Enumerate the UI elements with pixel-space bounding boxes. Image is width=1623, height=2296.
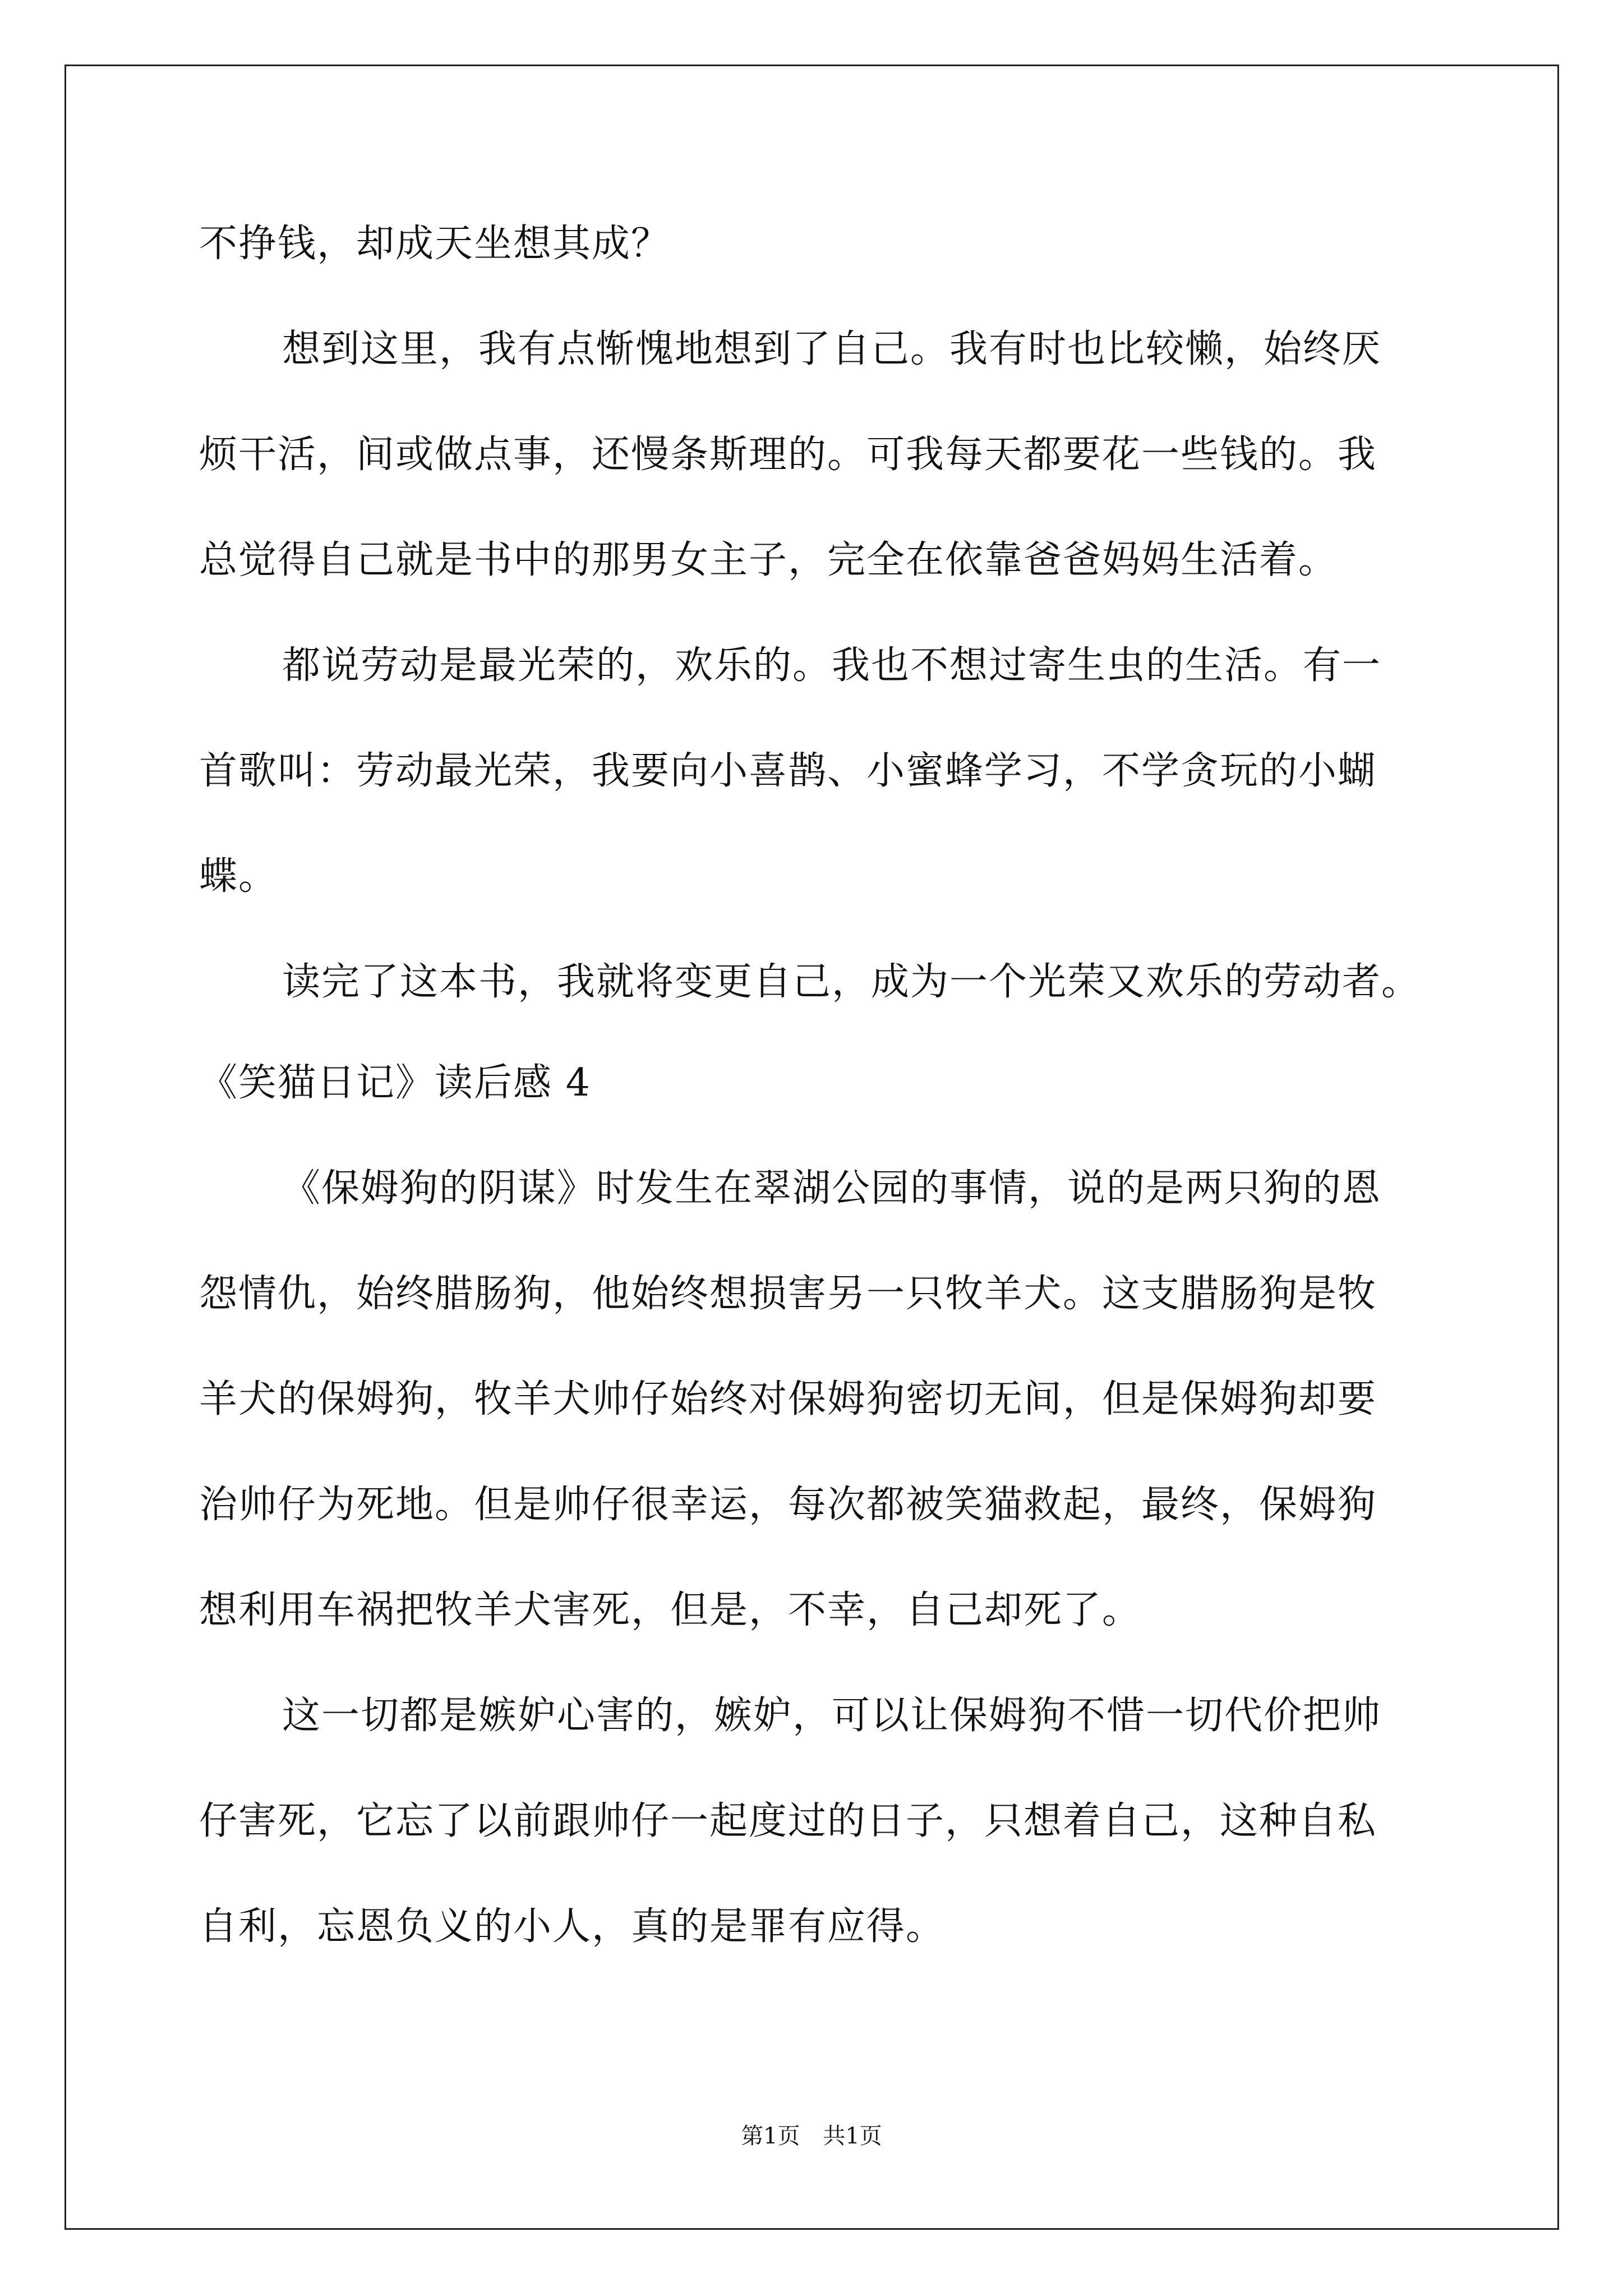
paragraph-line: 想到这里，我有点惭愧地想到了自己。我有时也比较懒，始终厌 [282, 327, 1382, 371]
paragraph-line: 治帅仔为死地。但是帅仔很幸运，每次都被笑猫救起，最终，保姆狗 [199, 1483, 1377, 1527]
page-number: 第1页 [741, 2123, 800, 2149]
paragraph-line: 想利用车祸把牧羊犬害死，但是，不幸，自己却死了。 [199, 1588, 1142, 1632]
paragraph-line: 羊犬的保姆狗，牧羊犬帅仔始终对保姆狗密切无间，但是保姆狗却要 [199, 1377, 1377, 1421]
document-body [199, 216, 1450, 1955]
page-total: 共1页 [823, 2123, 882, 2149]
paragraph-line: 总觉得自己就是书中的那男女主子，完全在依靠爸爸妈妈生活着。 [199, 538, 1338, 582]
paragraph-line: 都说劳动是最光荣的，欢乐的。我也不想过寄生虫的生活。有一 [282, 643, 1382, 688]
paragraph-line: 读完了这本书，我就将变更自己，成为一个光荣又欢乐的劳动者。 [282, 960, 1421, 1004]
paragraph-line: 怨情仇，始终腊肠狗，他始终想损害另一只牧羊犬。这支腊肠狗是牧 [199, 1272, 1377, 1316]
paragraph-line: 不挣钱，却成天坐想其成？ [199, 222, 671, 266]
paragraph-line: 自利，忘恩负义的小人，真的是罪有应得。 [199, 1904, 946, 1949]
paragraph-line: 蝶。 [199, 854, 278, 899]
page-footer [0, 2120, 1623, 2152]
paragraph-line: 烦干活，间或做点事，还慢条斯理的。可我每天都要花一些钱的。我 [199, 432, 1377, 477]
paragraph-line: 这一切都是嫉妒心害的，嫉妒，可以让保姆狗不惜一切代价把帅 [282, 1694, 1382, 1738]
paragraph-line: 《保姆狗的阴谋》时发生在翠湖公园的事情，说的是两只狗的恩 [282, 1166, 1382, 1211]
paragraph-line: 仔害死，它忘了以前跟帅仔一起度过的日子，只想着自己，这种自私 [199, 1799, 1377, 1843]
paragraph-line: 首歌叫：劳动最光荣，我要向小喜鹊、小蜜蜂学习，不学贪玩的小蝴 [199, 749, 1377, 793]
section-heading: 《笑猫日记》读后感 4 [199, 1061, 591, 1105]
